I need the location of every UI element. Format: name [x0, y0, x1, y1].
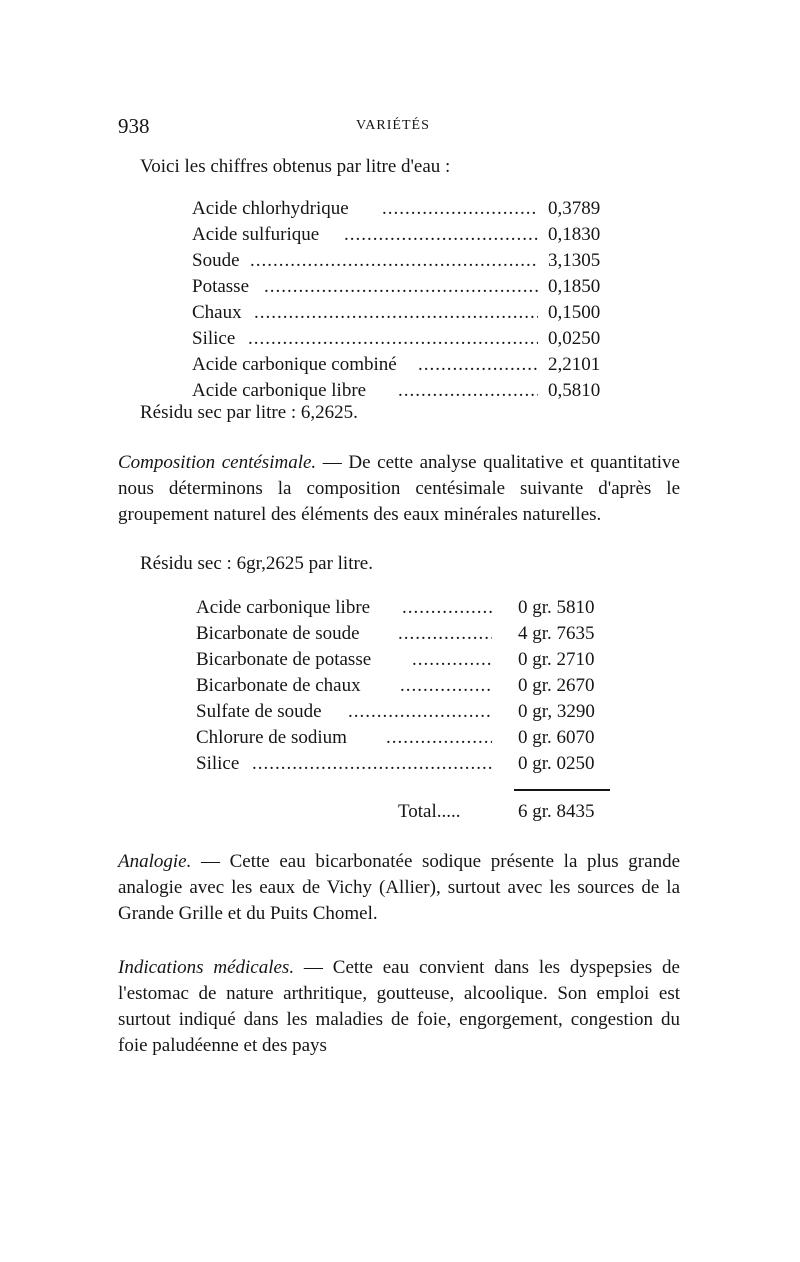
table-row [196, 597, 616, 623]
table-row [192, 354, 612, 380]
total-label: Total..... [398, 801, 461, 822]
row-name: Acide sulfurique [192, 224, 320, 245]
analogie-paragraph [118, 849, 680, 927]
row-name: Chaux [192, 302, 242, 323]
row-value: 0,0250 [548, 328, 601, 349]
row-name: Bicarbonate de potasse [196, 649, 372, 670]
table-row [192, 276, 612, 302]
table-row [196, 727, 616, 753]
leader-dots [344, 224, 538, 246]
leader-dots [252, 753, 492, 775]
row-value: 0,1850 [548, 276, 601, 297]
table-row [196, 675, 616, 701]
leader-dots [382, 198, 538, 220]
composition-heading: Composition centésimale. [118, 452, 317, 473]
row-name: Bicarbonate de chaux [196, 675, 361, 696]
row-name: Acide carbonique combiné [192, 354, 397, 375]
total-rule [514, 789, 610, 791]
row-value: 0,1500 [548, 302, 601, 323]
leader-dots [248, 328, 538, 350]
analysis-table [192, 198, 612, 408]
leader-dots [412, 649, 492, 671]
row-name: Sulfate de soude [196, 701, 322, 722]
intro-line: Voici les chiffres obtenus par litre d'eau : [140, 156, 451, 177]
row-value: 0 gr. 2710 [518, 649, 595, 670]
table-row [192, 198, 612, 224]
row-value: 0 gr, 3290 [518, 701, 595, 722]
row-value: 0,5810 [548, 380, 601, 401]
row-value: 0 gr. 0250 [518, 753, 595, 774]
table-row [196, 753, 616, 779]
residue-line-2: Résidu sec : 6gr,2625 par litre. [140, 553, 373, 574]
leader-dots [398, 380, 538, 402]
leader-dots [400, 675, 492, 697]
table-row [196, 649, 616, 675]
running-head: VARIÉTÉS [356, 118, 430, 133]
row-value: 0 gr. 5810 [518, 597, 595, 618]
page-number: 938 [118, 114, 150, 138]
row-value: 2,2101 [548, 354, 601, 375]
leader-dots [264, 276, 538, 298]
total-value: 6 gr. 8435 [518, 801, 595, 822]
row-name: Silice [196, 753, 240, 774]
row-value: 4 gr. 7635 [518, 623, 595, 644]
row-value: 0,3789 [548, 198, 601, 219]
row-value: 0 gr. 6070 [518, 727, 595, 748]
analogie-text: — Cette eau bicarbonatée sodique présente la plus grande analogie avec les eaux de Vichy (Allier), surtout avec les sources de la Grande Grille et du Puits Chomel. [118, 851, 680, 924]
row-name: Acide carbonique libre [192, 380, 367, 401]
row-name: Silice [192, 328, 236, 349]
leader-dots [418, 354, 538, 376]
indications-text: — Cette eau convient dans les dyspepsies de l'estomac de nature arthritique, goutteuse, alcoolique. Son emploi est surtout indiqué dans les maladies de foie, engorgement, congestion du foie paludéenne et des pays [118, 957, 680, 1056]
table-row [192, 224, 612, 250]
table-row [192, 250, 612, 276]
table-row [196, 701, 616, 727]
residue-line: Résidu sec par litre : 6,2625. [140, 402, 358, 423]
row-name: Bicarbonate de soude [196, 623, 360, 644]
indications-paragraph [118, 955, 680, 1059]
leader-dots [348, 701, 492, 723]
row-name: Soude [192, 250, 240, 271]
composition-table [196, 597, 616, 797]
table-row [196, 623, 616, 649]
composition-text: — De cette analyse qualitative et quantitative nous déterminons la composition centésimale suivante d'après le groupement naturel des éléments des eaux minérales naturelles. [118, 452, 680, 525]
composition-paragraph [118, 450, 680, 528]
indications-heading: Indications médicales. [118, 957, 295, 978]
total-row [398, 801, 618, 827]
table-row [192, 302, 612, 328]
leader-dots [250, 250, 538, 272]
row-value: 0,1830 [548, 224, 601, 245]
leader-dots [386, 727, 492, 749]
leader-dots [402, 597, 492, 619]
row-value: 0 gr. 2670 [518, 675, 595, 696]
table-row [192, 328, 612, 354]
row-value: 3,1305 [548, 250, 601, 271]
row-name: Potasse [192, 276, 249, 297]
leader-dots [398, 623, 492, 645]
analogie-heading: Analogie. [118, 851, 192, 872]
page-header [118, 114, 680, 144]
row-name: Acide chlorhydrique [192, 198, 349, 219]
row-name: Chlorure de sodium [196, 727, 347, 748]
row-name: Acide carbonique libre [196, 597, 371, 618]
leader-dots [254, 302, 538, 324]
